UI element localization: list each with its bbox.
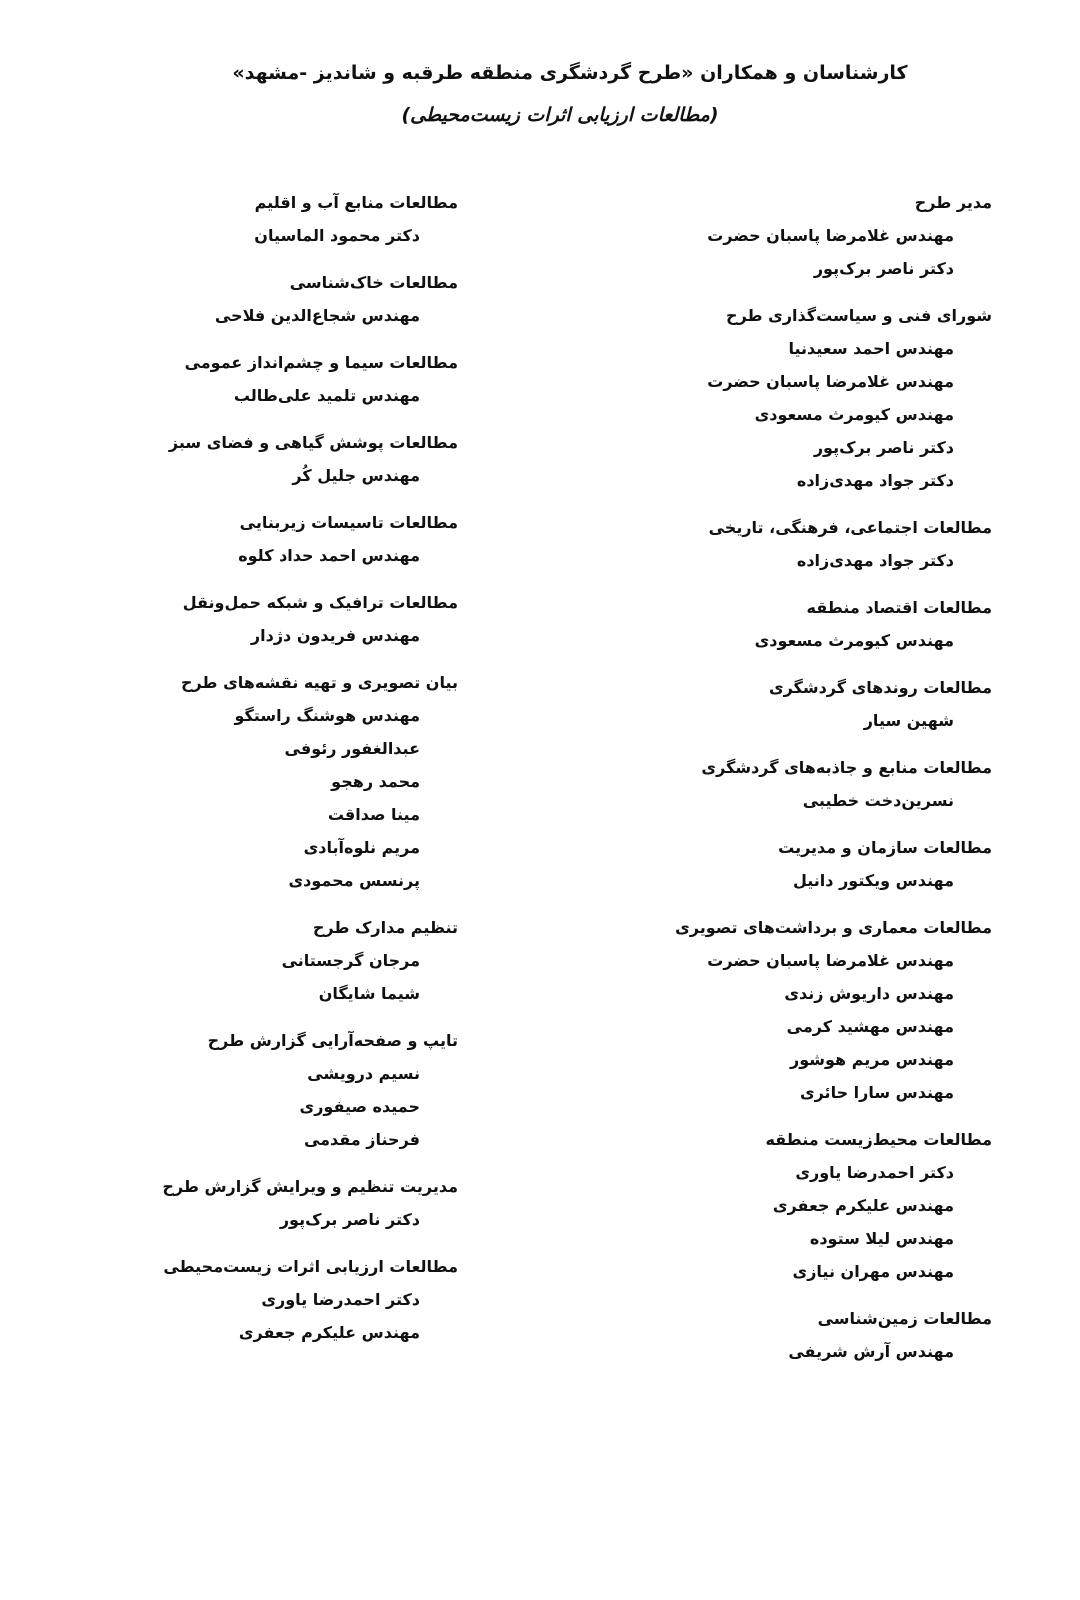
section-heading: تایپ و صفحه‌آرایی گزارش طرح [207, 1031, 458, 1050]
person-name: مهندس کیومرث مسعودی [754, 631, 954, 650]
person-name: دکتر ناصر برک‌پور [813, 438, 954, 457]
credit-section [38, 1024, 458, 1156]
section-heading: شورای فنی و سیاست‌گذاری طرح [726, 306, 992, 325]
section-heading: مدیریت تنظیم و ویرایش گزارش طرح [162, 1177, 458, 1196]
person-name: دکتر احمدرضا یاوری [795, 1163, 954, 1182]
person-name: مهندس احمد سعیدنیا [788, 339, 954, 358]
credit-section [572, 831, 992, 897]
section-heading: مطالعات منابع آب و اقلیم [254, 193, 458, 212]
credit-section [38, 506, 458, 572]
credit-section [572, 1302, 992, 1368]
section-heading: مطالعات پوشش گیاهی و فضای سبز [168, 433, 458, 452]
person-name: حمیده صیفوری [299, 1097, 420, 1116]
section-heading: مطالعات سازمان و مدیریت [778, 838, 992, 857]
person-name: مهندس تلمید علی‌طالب [233, 386, 420, 405]
credit-section [572, 299, 992, 497]
person-name: مهندس کیومرث مسعودی [754, 405, 954, 424]
credit-section [38, 186, 458, 252]
person-name: مهندس غلامرضا پاسبان حضرت [707, 951, 954, 970]
person-name: مهندس غلامرضا پاسبان حضرت [707, 372, 954, 391]
person-name: دکتر محمود الماسیان [254, 226, 420, 245]
person-name: دکتر احمدرضا یاوری [261, 1290, 420, 1309]
section-heading: مطالعات اقتصاد منطقه [806, 598, 992, 617]
person-name: مهندس احمد حداد کلوه [238, 546, 420, 565]
person-name: مهندس مهران نیازی [792, 1262, 954, 1281]
credit-section [572, 1123, 992, 1288]
person-name: مهندس جلیل کُر [292, 466, 420, 485]
person-name: دکتر ناصر برک‌پور [813, 259, 954, 278]
section-heading: مطالعات ترافیک و شبکه حمل‌ونقل [182, 593, 458, 612]
credit-section [572, 911, 992, 1109]
person-name: مهندس هوشنگ راستگو [234, 706, 420, 725]
person-name: مرجان گرجستانی [281, 951, 420, 970]
person-name: مهندس لیلا ستوده [809, 1229, 954, 1248]
credit-section [38, 266, 458, 332]
person-name: مهندس فریدون دژدار [250, 626, 420, 645]
credit-section [38, 586, 458, 652]
credit-section [38, 666, 458, 897]
credit-section [572, 186, 992, 285]
credit-section [38, 1170, 458, 1236]
section-heading: مطالعات سیما و چشم‌انداز عمومی [184, 353, 458, 372]
person-name: پرنسس محمودی [288, 871, 420, 890]
page-subtitle: (مطالعات ارزیابی اثرات زیست‌محیطی) [401, 104, 719, 126]
section-heading: مطالعات معماری و برداشت‌های تصویری [675, 918, 992, 937]
credit-section [38, 911, 458, 1010]
credit-section [572, 671, 992, 737]
section-heading: مطالعات روندهای گردشگری [768, 678, 992, 697]
person-name: محمد رهجو [331, 772, 420, 791]
person-name: مهندس غلامرضا پاسبان حضرت [707, 226, 954, 245]
person-name: مهندس مریم هوشور [790, 1050, 954, 1069]
credit-section [38, 1250, 458, 1349]
section-heading: مطالعات محیط‌زیست منطقه [765, 1130, 992, 1149]
section-heading: مطالعات خاک‌شناسی [289, 273, 458, 292]
left-column [38, 186, 458, 1363]
person-name: مهندس علیکرم جعفری [772, 1196, 954, 1215]
section-heading: تنظیم مدارک طرح [312, 918, 458, 937]
person-name: مهندس داریوش زندی [784, 984, 954, 1003]
section-heading: بیان تصویری و تهیه نقشه‌های طرح [180, 673, 458, 692]
section-heading: مطالعات اجتماعی، فرهنگی، تاریخی [708, 518, 992, 537]
section-heading: مدیر طرح [914, 193, 992, 212]
credit-section [572, 511, 992, 577]
section-heading: مطالعات منابع و جاذبه‌های گردشگری [701, 758, 992, 777]
person-name: مهندس ویکتور دانیل [792, 871, 954, 890]
right-column [572, 186, 992, 1382]
person-name: نسیم درویشی [307, 1064, 420, 1083]
person-name: مینا صداقت [327, 805, 420, 824]
credit-section [572, 591, 992, 657]
page-title: کارشناسان و همکاران «طرح گردشگری منطقه طرقبه و شاندیز -مشهد» [232, 62, 908, 84]
person-name: فرحناز مقدمی [303, 1130, 420, 1149]
person-name: مهندس علیکرم جعفری [238, 1323, 420, 1342]
section-heading: مطالعات زمین‌شناسی [817, 1309, 992, 1328]
section-heading: مطالعات ارزیابی اثرات زیست‌محیطی [163, 1257, 458, 1276]
person-name: دکتر ناصر برک‌پور [279, 1210, 420, 1229]
credit-section [38, 346, 458, 412]
credit-section [572, 751, 992, 817]
person-name: دکتر جواد مهدی‌زاده [796, 551, 954, 570]
person-name: عبدالغفور رئوفی [284, 739, 420, 758]
person-name: مریم نلوه‌آبادی [303, 838, 420, 857]
credit-section [38, 426, 458, 492]
person-name: مهندس سارا حائری [799, 1083, 954, 1102]
person-name: مهندس مهشید کرمی [786, 1017, 954, 1036]
person-name: مهندس شجاع‌الدین فلاحی [214, 306, 420, 325]
section-heading: مطالعات تاسیسات زیربنایی [239, 513, 458, 532]
person-name: دکتر جواد مهدی‌زاده [796, 471, 954, 490]
person-name: شهین سیار [863, 711, 954, 730]
person-name: نسرین‌دخت خطیبی [802, 791, 954, 810]
person-name: مهندس آرش شریفی [788, 1342, 954, 1361]
person-name: شیما شایگان [318, 984, 420, 1003]
